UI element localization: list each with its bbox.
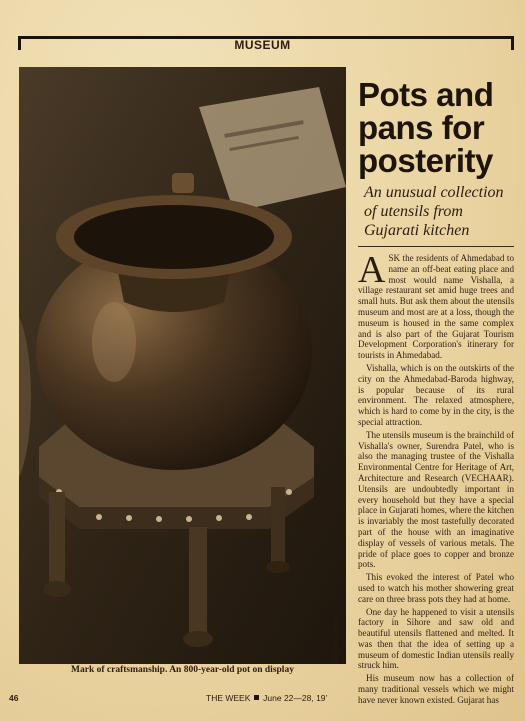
article-paragraph: One day he happened to visit a utensils factory in Sihore and saw old and beautiful utensils flattened and melted. It was then that the idea of setting up a museum of domestic Indian utensils really struck him.	[358, 606, 514, 671]
headline-line: pans for	[358, 109, 485, 146]
deck-divider	[358, 246, 514, 247]
drop-cap: A	[358, 249, 386, 291]
pot-on-stand-image	[19, 67, 346, 664]
headline-line: posterity	[358, 142, 493, 179]
article-headline	[358, 78, 518, 177]
article-paragraph: Vishalla, which is on the outskirts of the city on the Ahmedabad-Baroda highway, is popular because of its rural environment. The relaxed atmosphere, which is hard to come by in the city, is the special attraction.	[358, 362, 514, 427]
article-body	[358, 249, 514, 708]
headline-line: Pots and	[358, 76, 494, 113]
photo-credit: PICS: ANIL SHAH	[334, 615, 340, 664]
article-paragraph: The utensils museum is the brainchild of Vishalla's owner, Surendra Patel, who is also the managing trustee of the Vishalla Environmental Centre for Heritage of Art, Architecture and Research (VECHAAR). Utensils are undoubtedly important in every household but they have a special place in Gujarati homes, where the kitchen is invariably the most tastefully decorated part of the house with an imaginative display of vessels of various metals. The pride of place goes to copper and bronze pots.	[358, 429, 514, 570]
page-number: 46	[9, 693, 19, 703]
issue-dates: June 22—28, 19’	[263, 693, 328, 703]
article-photo	[19, 67, 346, 664]
article-paragraph	[358, 249, 514, 361]
bullet-icon	[254, 695, 259, 700]
article-deck: An unusual collection of utensils from Gujarati kitchen	[364, 184, 504, 239]
publication-name: THE WEEK	[206, 693, 251, 703]
page-footer	[206, 693, 327, 703]
photo-caption: Mark of craftsmanship. An 800-year-old pot on display	[71, 665, 294, 675]
first-paragraph-text: SK the residents of Ahmedabad to name an off-beat eating place and most would name Vishalla, a village restaurant set amid huge trees and small huts. But ask them about the utensils museum and most are at a loss, though the museum is housed in the same complex and is also part of the Gujarat Tourism Development Corporation's itinerary for tourists in Ahmedabad.	[358, 253, 514, 361]
article-paragraph: This evoked the interest of Patel who used to watch his mother showering great care on three brass pots they had at home.	[358, 572, 514, 604]
section-label: MUSEUM	[234, 38, 291, 52]
article-paragraph: His museum now has a collection of many traditional vessels which we might have never known existed. Gujarat has	[358, 673, 514, 705]
